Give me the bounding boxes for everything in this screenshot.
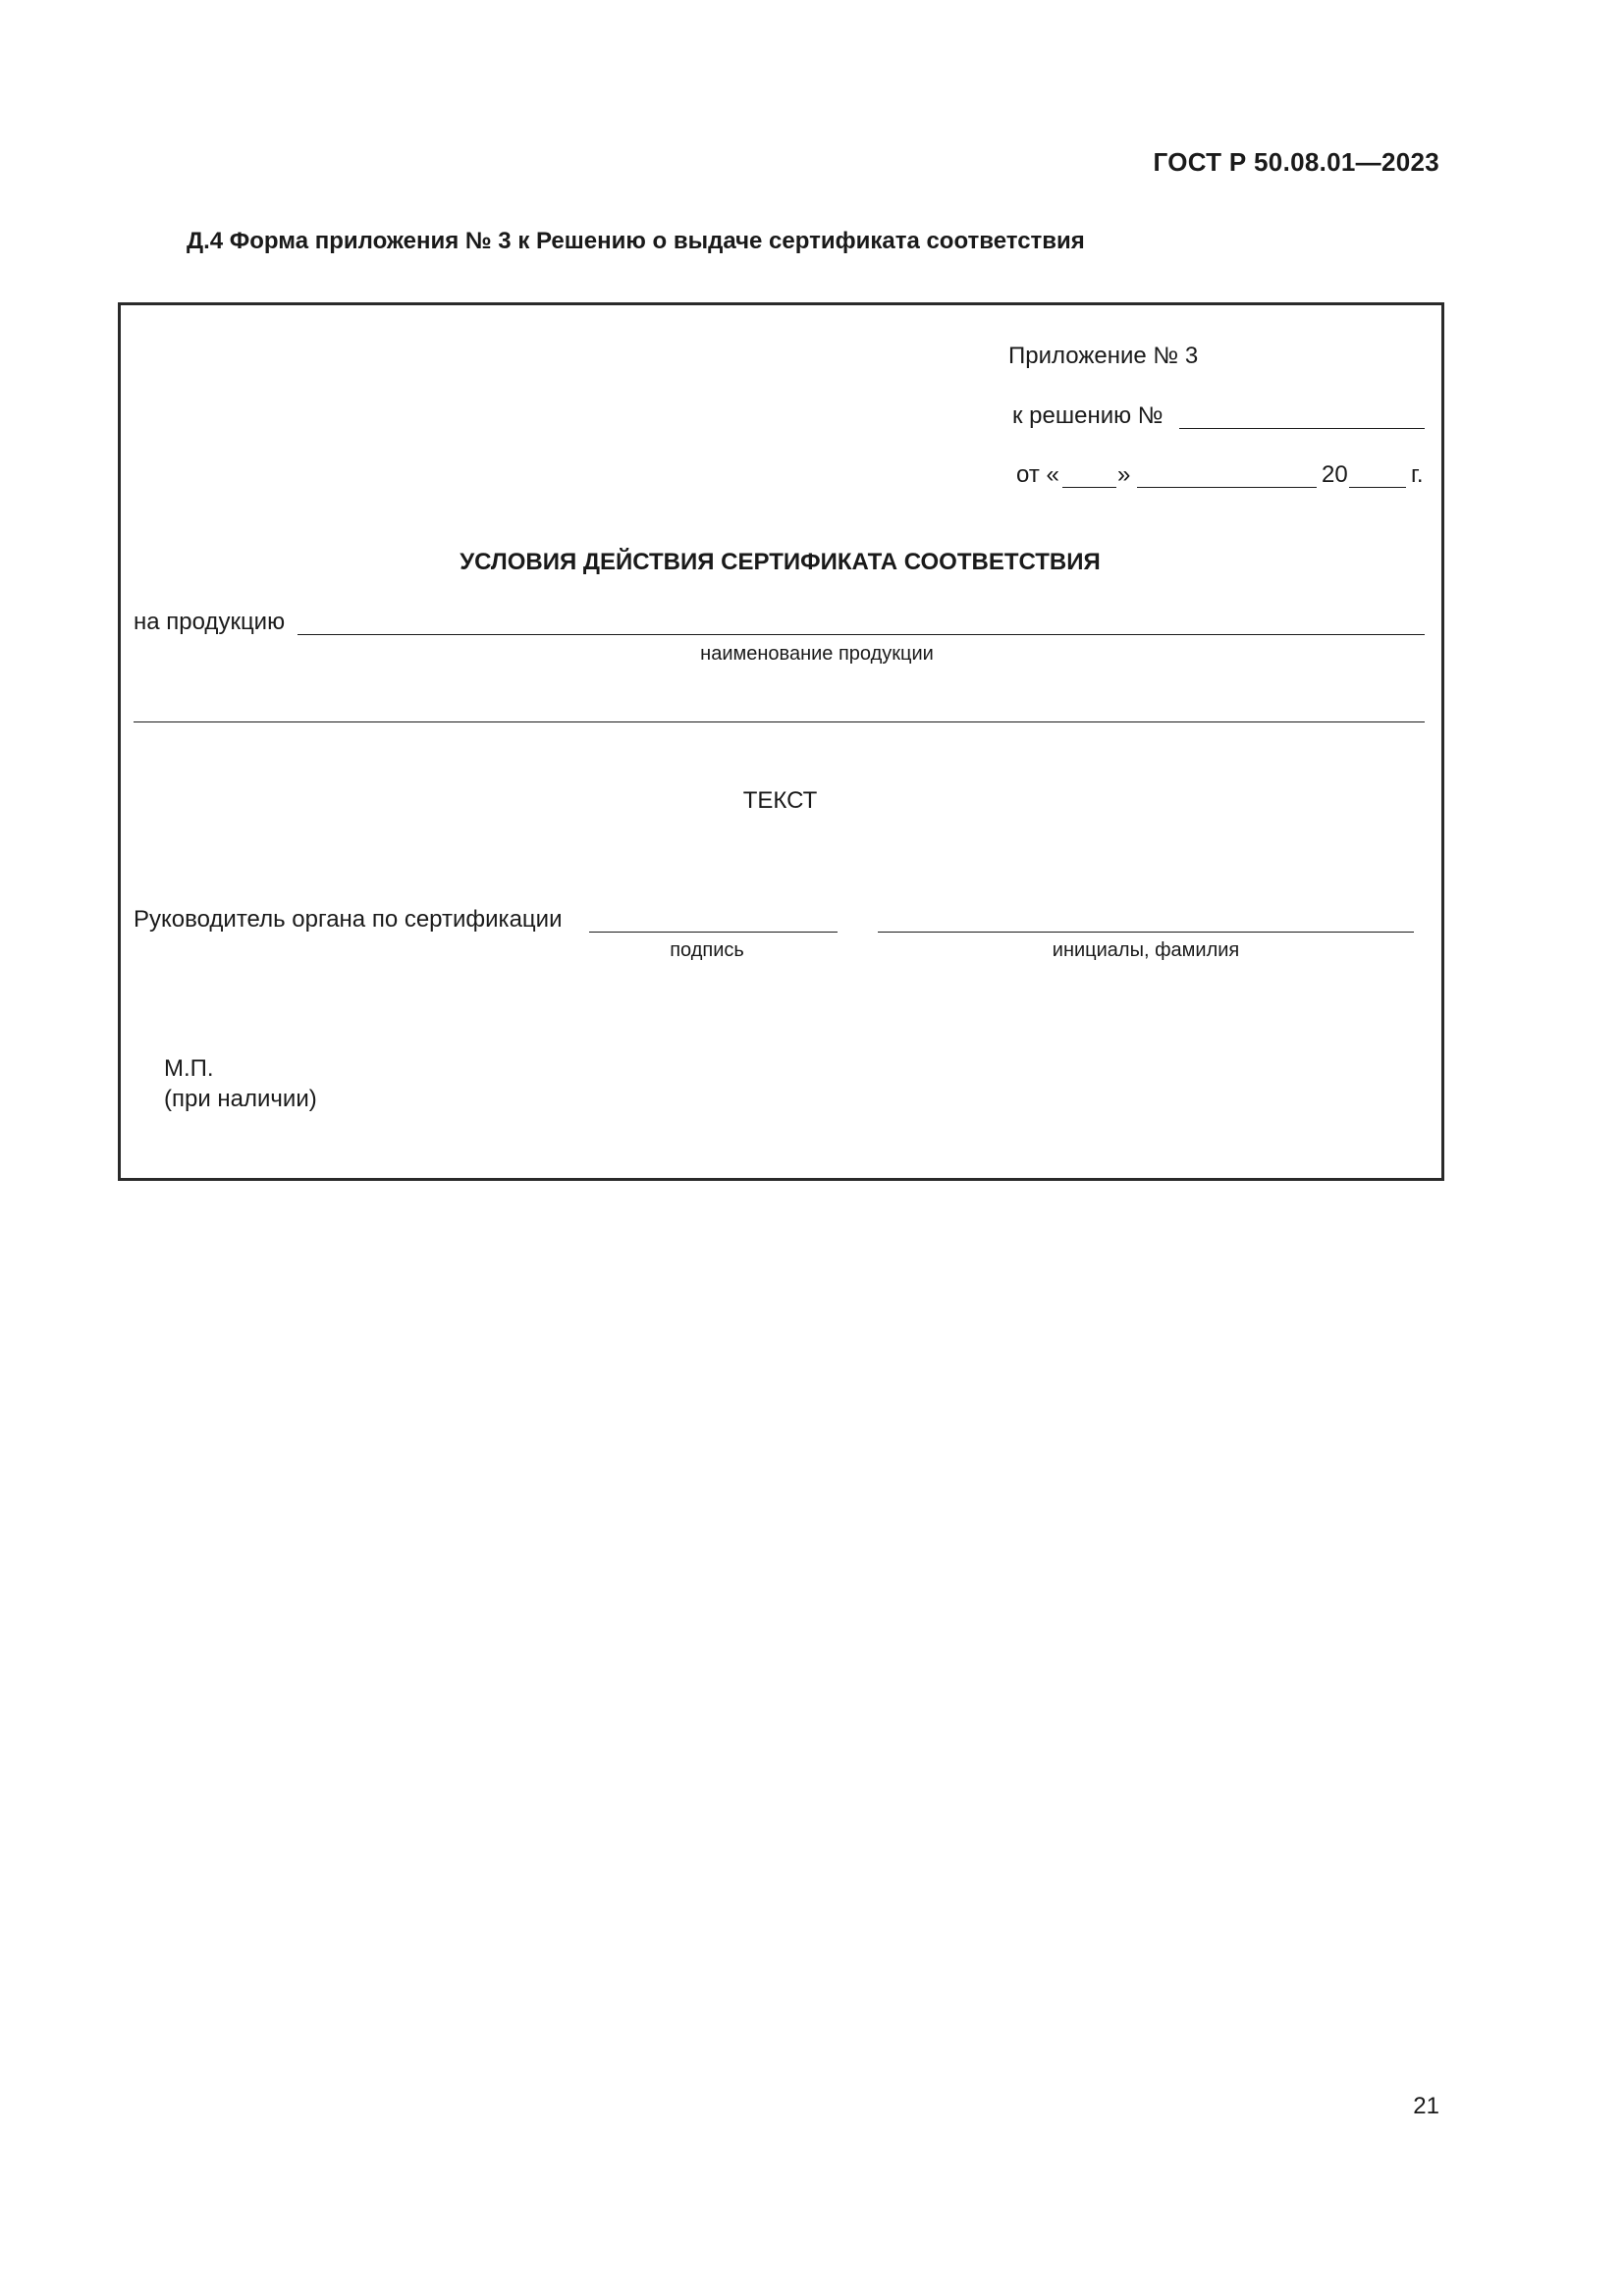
name-caption: инициалы, фамилия	[1052, 939, 1240, 961]
document-code: ГОСТ Р 50.08.01—2023	[1153, 147, 1439, 177]
date-day-line	[1062, 487, 1116, 488]
date-month-line	[1137, 487, 1317, 488]
decision-number-line	[1179, 428, 1425, 429]
date-from-label: от «	[1016, 461, 1059, 488]
stamp-note: (при наличии)	[164, 1086, 317, 1112]
date-year-prefix: 20	[1322, 461, 1348, 488]
product-caption: наименование продукции	[700, 643, 934, 665]
signature-line	[589, 932, 838, 933]
date-year-suffix: г.	[1411, 461, 1424, 488]
product-label: на продукцию	[134, 609, 286, 635]
product-name-line-2	[134, 721, 1425, 722]
page-number: 21	[1413, 2093, 1439, 2119]
body-text: ТЕКСТ	[742, 787, 818, 814]
stamp-label: М.П.	[164, 1055, 214, 1082]
appendix-label: Приложение № 3	[1008, 343, 1199, 369]
signature-caption: подпись	[670, 939, 744, 961]
name-line	[878, 932, 1414, 933]
form-heading: УСЛОВИЯ ДЕЙСТВИЯ СЕРТИФИКАТА СООТВЕТСТВИЯ	[460, 549, 1101, 575]
date-year-line	[1349, 487, 1406, 488]
product-name-line	[298, 634, 1425, 635]
decision-label: к решению №	[1012, 402, 1164, 429]
head-label: Руководитель органа по сертификации	[134, 906, 563, 933]
date-quote-close: »	[1117, 461, 1131, 488]
form-frame	[118, 302, 1444, 1181]
section-title: Д.4 Форма приложения № 3 к Решению о выдаче сертификата соответствия	[187, 228, 1085, 254]
